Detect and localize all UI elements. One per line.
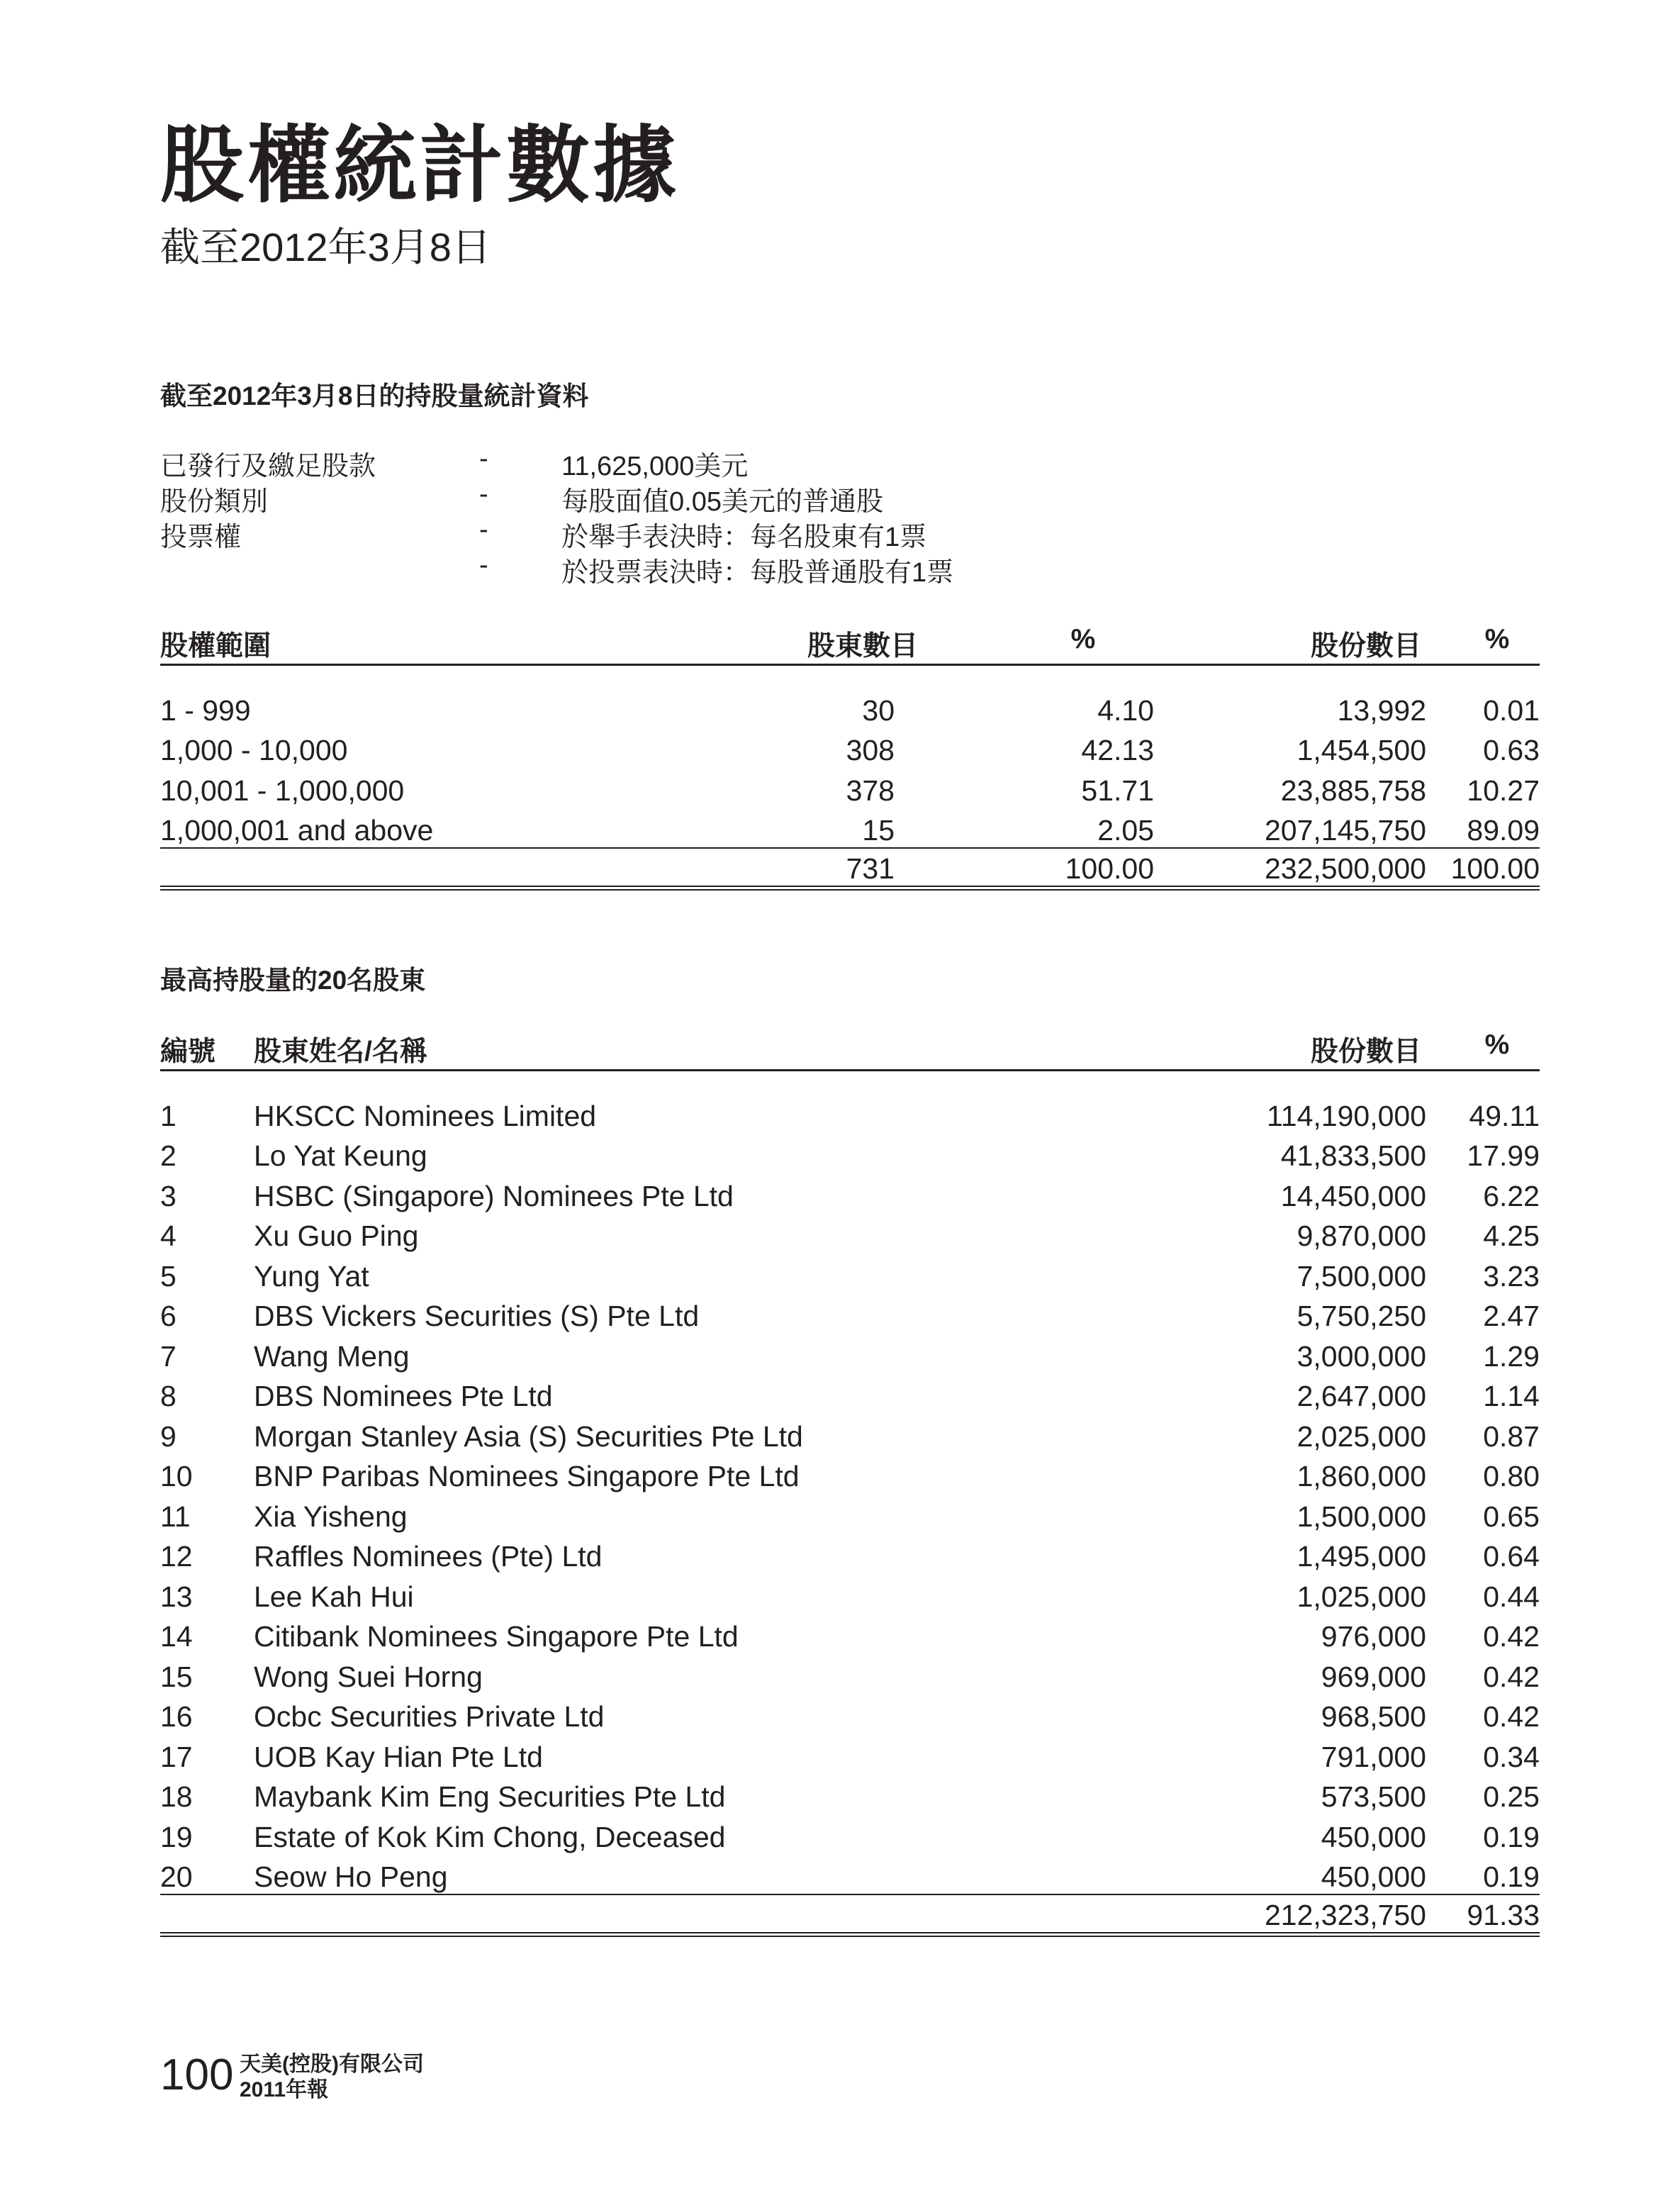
- shareholder-name-cell: Citibank Nominees Singapore Pte Ltd: [254, 1620, 739, 1653]
- shares-cell: 14,450,000: [1280, 1179, 1426, 1212]
- shares-cell: 968,500: [1321, 1700, 1426, 1733]
- shareholder-name-cell: Morgan Stanley Asia (S) Securities Pte Ltd: [254, 1419, 803, 1453]
- table-row: [160, 1814, 1540, 1854]
- rank-cell: 19: [160, 1820, 193, 1853]
- shareholder-name-cell: UOB Kay Hian Pte Ltd: [254, 1740, 543, 1773]
- percent-cell: 0.80: [1483, 1460, 1540, 1492]
- shares-cell: 976,000: [1321, 1620, 1426, 1653]
- holders-percent-cell: 4.10: [1097, 693, 1154, 727]
- table-row: [160, 1694, 1540, 1734]
- percent-cell: 0.42: [1483, 1700, 1540, 1733]
- shareholder-name-cell: Estate of Kok Kim Chong, Deceased: [254, 1820, 726, 1853]
- rank-cell: 5: [160, 1259, 177, 1293]
- percent-cell: 0.42: [1483, 1620, 1540, 1653]
- table-row: [160, 1333, 1540, 1373]
- distribution-table: [160, 624, 1540, 891]
- percent-cell: 0.25: [1483, 1780, 1540, 1813]
- column-header: 股東數目: [600, 624, 895, 665]
- info-value: 每股面值0.05美元的普通股: [561, 487, 883, 517]
- holders-percent-cell: 42.13: [1081, 734, 1154, 766]
- info-dash: -: [479, 550, 488, 580]
- total-row: [160, 848, 1540, 888]
- info-dash: -: [479, 515, 488, 545]
- shares-cell: 3,000,000: [1297, 1339, 1426, 1373]
- report-name: 2011年報: [240, 2078, 329, 2102]
- rank-cell: 6: [160, 1300, 177, 1332]
- shareholder-name-cell: Raffles Nominees (Pte) Ltd: [254, 1540, 603, 1573]
- rank-cell: 20: [160, 1860, 193, 1893]
- table-row: [160, 1614, 1540, 1654]
- shares-cell: 1,500,000: [1297, 1500, 1426, 1533]
- shareholder-name-cell: Wong Suei Horng: [254, 1660, 483, 1693]
- page-subtitle: 截至2012年3月8日: [160, 225, 491, 269]
- page-number: 100: [160, 2050, 234, 2099]
- shares-cell: 41,833,500: [1280, 1139, 1426, 1172]
- table-row: [160, 1453, 1540, 1494]
- shares-cell: 1,495,000: [1297, 1540, 1426, 1573]
- rank-cell: 14: [160, 1620, 193, 1653]
- company-name: 天美(控股)有限公司: [240, 2053, 424, 2076]
- percent-cell: 1.14: [1483, 1380, 1540, 1412]
- percent-cell: 49.11: [1469, 1099, 1540, 1132]
- shares-cell: 573,500: [1321, 1780, 1426, 1813]
- rank-cell: 17: [160, 1740, 193, 1773]
- column-header: 編號: [160, 1029, 254, 1071]
- rank-cell: 8: [160, 1380, 177, 1412]
- percent-cell: 2.47: [1483, 1300, 1540, 1332]
- shareholding-info-heading: 截至2012年3月8日的持股量統計資料: [160, 381, 589, 411]
- holders-cell: 308: [846, 734, 895, 766]
- table-row: [160, 1413, 1540, 1453]
- table-row: [160, 1253, 1540, 1293]
- info-label: 投票權: [160, 523, 242, 552]
- rank-cell: 7: [160, 1339, 177, 1373]
- shares-cell: 2,647,000: [1297, 1380, 1426, 1412]
- info-value: 11,625,000美元: [561, 452, 749, 481]
- rank-cell: 13: [160, 1580, 193, 1613]
- info-dash: -: [479, 444, 488, 474]
- percent-cell: 1.29: [1483, 1339, 1540, 1373]
- table-row: [160, 1573, 1540, 1614]
- column-header: %: [1426, 624, 1540, 665]
- shares-cell: 114,190,000: [1267, 1099, 1426, 1132]
- table-row: [160, 1213, 1540, 1254]
- shareholder-name-cell: Yung Yat: [254, 1259, 369, 1293]
- table-row: [160, 1854, 1540, 1895]
- holders-cell: 30: [862, 693, 895, 727]
- info-dash: -: [479, 479, 488, 509]
- rank-cell: 4: [160, 1219, 177, 1252]
- rank-cell: 1: [160, 1099, 177, 1132]
- total-shares-cell: 212,323,750: [991, 1894, 1426, 1935]
- shares-cell: 1,025,000: [1297, 1580, 1426, 1613]
- percent-cell: 0.34: [1483, 1740, 1540, 1773]
- percent-cell: 17.99: [1467, 1139, 1540, 1172]
- shares-cell: 450,000: [1321, 1820, 1426, 1853]
- percent-cell: 0.19: [1483, 1820, 1540, 1853]
- column-header: %: [895, 624, 1154, 665]
- shareholder-name-cell: Xia Yisheng: [254, 1500, 408, 1533]
- table-row: [160, 687, 1540, 727]
- shares-cell: 1,860,000: [1297, 1460, 1426, 1492]
- range-cell: 1 - 999: [160, 693, 251, 727]
- shareholder-name-cell: Wang Meng: [254, 1339, 410, 1373]
- column-header: %: [1426, 1029, 1540, 1071]
- shares-cell: 207,145,750: [1264, 814, 1426, 847]
- shares-cell: 791,000: [1321, 1740, 1426, 1773]
- shares-cell: 7,500,000: [1297, 1259, 1426, 1293]
- top20-shareholders-table: [160, 1029, 1540, 1937]
- range-cell: 1,000 - 10,000: [160, 734, 348, 766]
- percent-cell: 6.22: [1483, 1179, 1540, 1212]
- shareholder-name-cell: BNP Paribas Nominees Singapore Pte Ltd: [254, 1460, 800, 1492]
- table-row: [160, 1734, 1540, 1774]
- table-header-row: [160, 1029, 1540, 1071]
- shareholder-name-cell: HSBC (Singapore) Nominees Pte Ltd: [254, 1179, 734, 1212]
- shareholder-name-cell: Maybank Kim Eng Securities Pte Ltd: [254, 1780, 726, 1813]
- page-title: 股權統計數據: [160, 119, 680, 213]
- percent-cell: 0.44: [1483, 1580, 1540, 1613]
- column-header: 股份數目: [991, 1029, 1426, 1071]
- total-shares-percent-cell: 100.00: [1426, 848, 1540, 888]
- range-cell: 10,001 - 1,000,000: [160, 774, 405, 807]
- table-row: [160, 808, 1540, 849]
- table-row: [160, 767, 1540, 808]
- table-header-row: [160, 624, 1540, 665]
- shares-cell: 9,870,000: [1297, 1219, 1426, 1252]
- info-label: 已發行及繳足股款: [160, 452, 376, 481]
- shareholder-name-cell: DBS Vickers Securities (S) Pte Ltd: [254, 1300, 700, 1332]
- shareholder-name-cell: Lo Yat Keung: [254, 1139, 427, 1172]
- column-header: 股份數目: [1154, 624, 1426, 665]
- table-row: [160, 1653, 1540, 1694]
- table-row: [160, 1373, 1540, 1414]
- table-row: [160, 1774, 1540, 1814]
- total-label-cell: [160, 848, 600, 888]
- shares-cell: 5,750,250: [1297, 1300, 1426, 1332]
- table-row: [160, 1133, 1540, 1173]
- shares-cell: 2,025,000: [1297, 1419, 1426, 1453]
- shareholder-name-cell: Seow Ho Peng: [254, 1860, 448, 1893]
- shares-cell: 1,454,500: [1297, 734, 1426, 766]
- rank-cell: 15: [160, 1660, 193, 1693]
- info-label: 股份類別: [160, 487, 269, 517]
- holders-percent-cell: 2.05: [1097, 814, 1154, 847]
- table-row: [160, 1534, 1540, 1574]
- percent-cell: 0.64: [1483, 1540, 1540, 1573]
- percent-cell: 0.87: [1483, 1419, 1540, 1453]
- rank-cell: 18: [160, 1780, 193, 1813]
- percent-cell: 3.23: [1483, 1259, 1540, 1293]
- total-holders-cell: 731: [600, 848, 895, 888]
- percent-cell: 0.65: [1483, 1500, 1540, 1533]
- rank-cell: 16: [160, 1700, 193, 1733]
- table-row: [160, 1093, 1540, 1133]
- table-row: [160, 1493, 1540, 1534]
- shareholder-name-cell: Xu Guo Ping: [254, 1219, 419, 1252]
- rank-cell: 9: [160, 1419, 177, 1453]
- holders-percent-cell: 51.71: [1081, 774, 1154, 807]
- shares-cell: 23,885,758: [1280, 774, 1426, 807]
- total-blank-cell: [254, 1894, 991, 1935]
- rank-cell: 11: [160, 1500, 191, 1533]
- shares-cell: 450,000: [1321, 1860, 1426, 1893]
- total-blank-cell: [160, 1894, 254, 1935]
- total-holders-percent-cell: 100.00: [895, 848, 1154, 888]
- holders-cell: 378: [846, 774, 895, 807]
- rank-cell: 12: [160, 1540, 193, 1573]
- shares-percent-cell: 89.09: [1467, 814, 1540, 847]
- table-row: [160, 1173, 1540, 1213]
- shareholder-name-cell: HKSCC Nominees Limited: [254, 1099, 597, 1132]
- shares-cell: 969,000: [1321, 1660, 1426, 1693]
- holders-cell: 15: [862, 814, 895, 847]
- shareholder-name-cell: Lee Kah Hui: [254, 1580, 414, 1613]
- total-row: [160, 1894, 1540, 1935]
- top20-heading: 最高持股量的20名股東: [160, 966, 426, 995]
- column-header: 股東姓名/名稱: [254, 1029, 991, 1071]
- table-row: [160, 727, 1540, 768]
- table-row: [160, 1293, 1540, 1334]
- info-value: 於舉手表決時：每名股東有1票: [561, 523, 927, 552]
- column-header: 股權範圍: [160, 624, 600, 665]
- info-value: 於投票表決時：每股普通股有1票: [561, 558, 954, 588]
- shares-cell: 13,992: [1337, 693, 1426, 727]
- total-percent-cell: 91.33: [1426, 1894, 1540, 1935]
- percent-cell: 0.42: [1483, 1660, 1540, 1693]
- percent-cell: 0.19: [1483, 1860, 1540, 1893]
- shares-percent-cell: 0.01: [1483, 693, 1540, 727]
- shares-percent-cell: 10.27: [1467, 774, 1540, 807]
- rank-cell: 2: [160, 1139, 177, 1172]
- shares-percent-cell: 0.63: [1483, 734, 1540, 766]
- rank-cell: 10: [160, 1460, 193, 1492]
- total-shares-cell: 232,500,000: [1154, 848, 1426, 888]
- percent-cell: 4.25: [1483, 1219, 1540, 1252]
- shareholder-name-cell: DBS Nominees Pte Ltd: [254, 1380, 553, 1412]
- rank-cell: 3: [160, 1179, 177, 1212]
- range-cell: 1,000,001 and above: [160, 814, 434, 847]
- shareholder-name-cell: Ocbc Securities Private Ltd: [254, 1700, 605, 1733]
